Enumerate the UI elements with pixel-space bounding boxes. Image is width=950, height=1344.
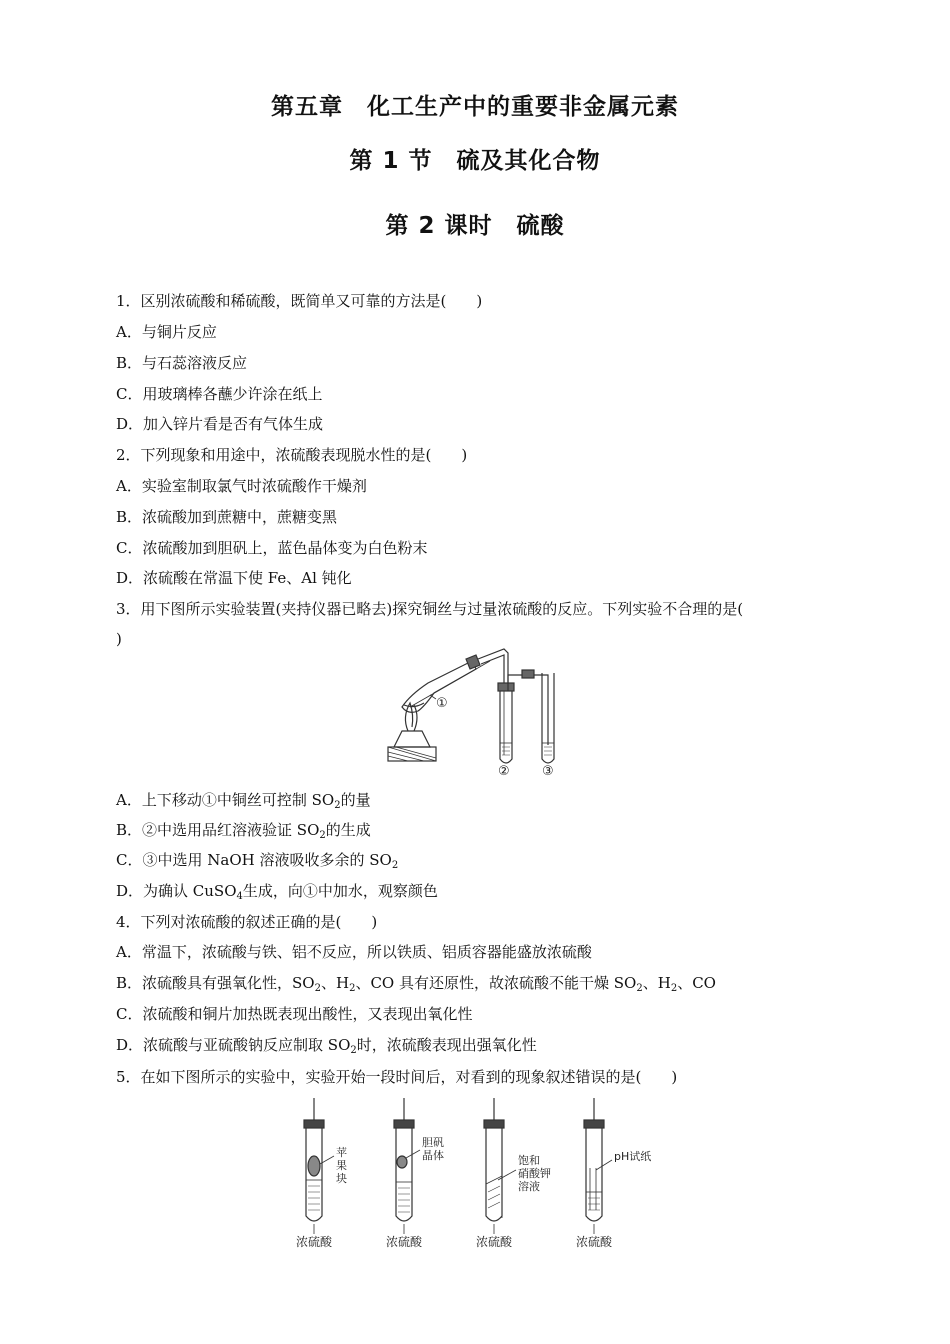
- tube-bottom-label-4: 浓硫酸: [576, 1235, 613, 1249]
- subscript: 2: [349, 983, 356, 994]
- text-segment: B．浓硫酸加到蔗糖中，蔗糖变黑: [116, 508, 338, 526]
- text-line: [116, 1067, 677, 1087]
- text-segment: 生成，向①中加水，观察颜色: [242, 882, 438, 900]
- text-segment: ): [116, 630, 122, 648]
- text-segment: D．浓硫酸在常温下使 Fe、Al 钝化: [116, 569, 352, 587]
- apparatus-figure: [380, 655, 580, 780]
- tube-bottom-label-3: 浓硫酸: [476, 1235, 513, 1249]
- text-segment: B．浓硫酸具有强氧化性，SO: [116, 974, 315, 992]
- text-line: [116, 599, 743, 619]
- text-segment: 2．下列现象和用途中，浓硫酸表现脱水性的是( ): [116, 446, 468, 464]
- text-segment: C．浓硫酸和铜片加热既表现出酸性，又表现出氧化性: [116, 1005, 473, 1023]
- subscript: 2: [670, 983, 678, 994]
- text-line: [116, 1004, 472, 1024]
- text-segment: D．为确认 CuSO: [116, 882, 237, 900]
- text-line: [116, 973, 716, 993]
- tube-label-3: 饱和硝酸钾溶液: [518, 1154, 551, 1193]
- text-line: [116, 629, 122, 649]
- text-line: [116, 322, 217, 342]
- text-segment: 、CO 具有还原性，故浓硫酸不能干燥 SO: [355, 974, 637, 992]
- text-segment: C．③中选用 NaOH 溶液吸收多余的 SO: [116, 851, 392, 869]
- subscript: 4: [236, 891, 243, 902]
- subscript: 2: [391, 860, 399, 871]
- text-line: [116, 384, 322, 404]
- text-segment: 5．在如下图所示的实验中，实验开始一段时间后，对看到的现象叙述错误的是( ): [116, 1068, 678, 1086]
- text-segment: A．上下移动①中铜丝可控制 SO: [116, 791, 335, 809]
- tube-label-2: 胆矾晶体: [422, 1136, 444, 1162]
- text-segment: D．加入锌片看是否有气体生成: [116, 415, 324, 433]
- subscript: 2: [636, 983, 643, 994]
- text-segment: B．与石蕊溶液反应: [116, 354, 248, 372]
- text-line: [116, 538, 427, 558]
- tube-bottom-label-2: 浓硫酸: [386, 1235, 423, 1249]
- subscript: 2: [350, 1045, 357, 1056]
- text-segment: A．实验室制取氯气时浓硫酸作干燥剂: [116, 477, 367, 495]
- text-line: [116, 445, 467, 465]
- subscript: 2: [314, 983, 321, 994]
- text-line: [116, 291, 482, 311]
- tube-label-4: pH试纸: [614, 1150, 652, 1163]
- text-line: [116, 507, 337, 527]
- text-segment: A．常温下，浓硫酸与铁、铝不反应，所以铁质、铝质容器能盛放浓硫酸: [116, 943, 592, 961]
- text-line: [116, 912, 377, 932]
- text-line: [116, 353, 247, 373]
- text-segment: C．用玻璃棒各蘸少许涂在纸上: [116, 385, 323, 403]
- subscript: 2: [319, 830, 326, 841]
- text-segment: B．②中选用品红溶液验证 SO: [116, 821, 320, 839]
- figure1-label-1: ①: [436, 696, 448, 711]
- text-line: [116, 568, 352, 588]
- text-segment: 的量: [340, 791, 371, 809]
- tube-label-1: 苹果块: [336, 1146, 347, 1185]
- text-segment: 、CO: [677, 974, 716, 992]
- text-segment: 3．用下图所示实验装置(夹持仪器已略去)探究铜丝与过量浓硫酸的反应。下列实验不合理的是(: [116, 600, 744, 618]
- lesson-title: 第 2 课时 硫酸: [385, 213, 565, 239]
- text-segment: 、H: [320, 974, 350, 992]
- text-line: [116, 820, 371, 840]
- text-line: [116, 942, 592, 962]
- text-line: [116, 881, 438, 901]
- text-segment: 时，浓硫酸表现出强氧化性: [356, 1036, 537, 1054]
- text-segment: 的生成: [325, 821, 371, 839]
- text-segment: A．与铜片反应: [116, 323, 217, 341]
- text-segment: 、H: [642, 974, 671, 992]
- text-segment: 4．下列对浓硫酸的叙述正确的是( ): [116, 913, 378, 931]
- text-line: [116, 790, 371, 810]
- text-line: [116, 1035, 537, 1055]
- figure1-label-3: ③: [542, 764, 554, 779]
- section-title: 第 1 节 硫及其化合物: [349, 148, 601, 174]
- text-segment: C．浓硫酸加到胆矾上，蓝色晶体变为白色粉末: [116, 539, 428, 557]
- tube-bottom-label-1: 浓硫酸: [296, 1235, 333, 1249]
- text-line: [116, 414, 323, 434]
- text-line: [116, 476, 367, 496]
- test-tubes-figure: [290, 1098, 650, 1248]
- text-line: [116, 850, 398, 870]
- figure1-label-2: ②: [498, 764, 510, 779]
- text-segment: D．浓硫酸与亚硫酸钠反应制取 SO: [116, 1036, 351, 1054]
- subscript: 2: [334, 800, 341, 811]
- chapter-title: 第五章 化工生产中的重要非金属元素: [271, 94, 679, 120]
- text-segment: 1．区别浓硫酸和稀硫酸，既简单又可靠的方法是( ): [116, 292, 483, 310]
